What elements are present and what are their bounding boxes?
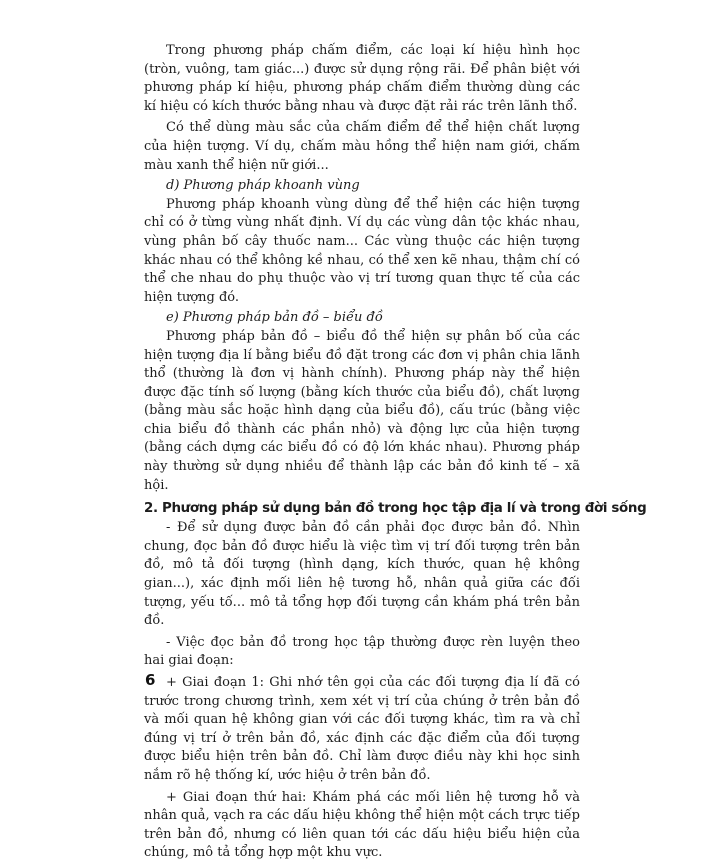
paragraph-point-method-symbols: Trong phương pháp chấm điểm, các loại kí hiệu hình học (tròn, vuông, tam giác...) được sử dụng rộng rãi. Để phân biệt với phương pháp kí hiệu, phương pháp chấm điểm thường dùng các kí hiệu có kích thước bằng nhau và được đặt rải rác trên lãnh thổ. xyxy=(144,43,580,114)
subheading-map-chart-method: e) Phương pháp bản đồ – biểu đồ xyxy=(166,310,383,326)
page-content xyxy=(144,42,647,863)
section-heading-map-usage: 2. Phương pháp sử dụng bản đồ trong học tập địa lí và trong đời sống xyxy=(144,501,647,517)
paragraph-stage-two: + Giai đoạn thứ hai: Khám phá các mối liên hệ tương hỗ và nhân quả, vạch ra các dấu hiệu không thể hiện một cách trực tiếp trên bản đồ, nhưng có liên quan tới các dấu hiệu biểu hiện của chúng, mô tả tổng hợp một khu vực. xyxy=(144,789,580,861)
paragraph-map-reading: - Để sử dụng được bản đồ cần phải đọc được bản đồ. Nhìn chung, đọc bản đồ được hiểu là việc tìm vị trí đối tượng trên bản đồ, mô tả đối tượng (hình dạng, kích thước, quan hệ không gian...), xác định mối liên hệ tương hỗ, nhân quả giữa các đối tượng, yếu tố... mô tả tổng hợp đối tượng cần khám phá trên bản đồ. xyxy=(144,520,580,629)
paragraph-zoning-method: Phương pháp khoanh vùng dùng để thể hiện các hiện tượng chỉ có ở từng vùng nhất định. Ví dụ các vùng dân tộc khác nhau, vùng phân bố cây thuốc nam... Các vùng thuộc các hiện tượng khác nhau có thể không kề nhau, có thể xen kẽ nhau, thậm chí có thể che nhau do phụ thuộc vào vị trí tương quan thực tế của các hiện tượng đó. xyxy=(144,196,580,305)
paragraph-two-stages: - Việc đọc bản đồ trong học tập thường được rèn luyện theo hai giai đoạn: xyxy=(144,634,580,669)
paragraph-stage-one: + Giai đoạn 1: Ghi nhớ tên gọi của các đối tượng địa lí đã có trước trong chương trình, xem xét vị trí của chúng ở trên bản đồ và mối quan hệ không gian với các đối tượng khác, tìm ra và chỉ đúng vị trí ở trên bản đồ, xác định các đặc điểm của đối tượng được biểu hiện trên bản đồ. Chỉ làm được điều này khi học sinh nắm rõ hệ thống kí, ước hiệu ở trên bản đồ. xyxy=(144,675,580,783)
paragraph-point-method-colors: Có thể dùng màu sắc của chấm điểm để thể hiện chất lượng của hiện tượng. Ví dụ, chấm màu hồng thể hiện nam giới, chấm màu xanh thể hiện nữ giới... xyxy=(144,120,580,173)
page-number: 6 xyxy=(145,671,156,689)
subheading-zoning-method: d) Phương pháp khoanh vùng xyxy=(166,178,360,194)
paragraph-map-chart-method: Phương pháp bản đồ – biểu đồ thể hiện sự phân bố của các hiện tượng địa lí bằng biểu đồ đặt trong các đơn vị phân chia lãnh thổ (thường là đơn vị hành chính). Phương pháp này thể hiện được đặc tính số lượng (bằng kích thước của biểu đồ), chất lượng (bằng màu sắc hoặc hình dạng của biểu đồ), cấu trúc (bằng việc chia biểu đồ thành các phần nhỏ) và động lực của hiện tượng (bằng cách dựng các biểu đồ có độ lớn khác nhau). Phương pháp này thường sử dụng nhiều để thành lập các bản đồ kinh tế – xã hội. xyxy=(144,328,580,493)
